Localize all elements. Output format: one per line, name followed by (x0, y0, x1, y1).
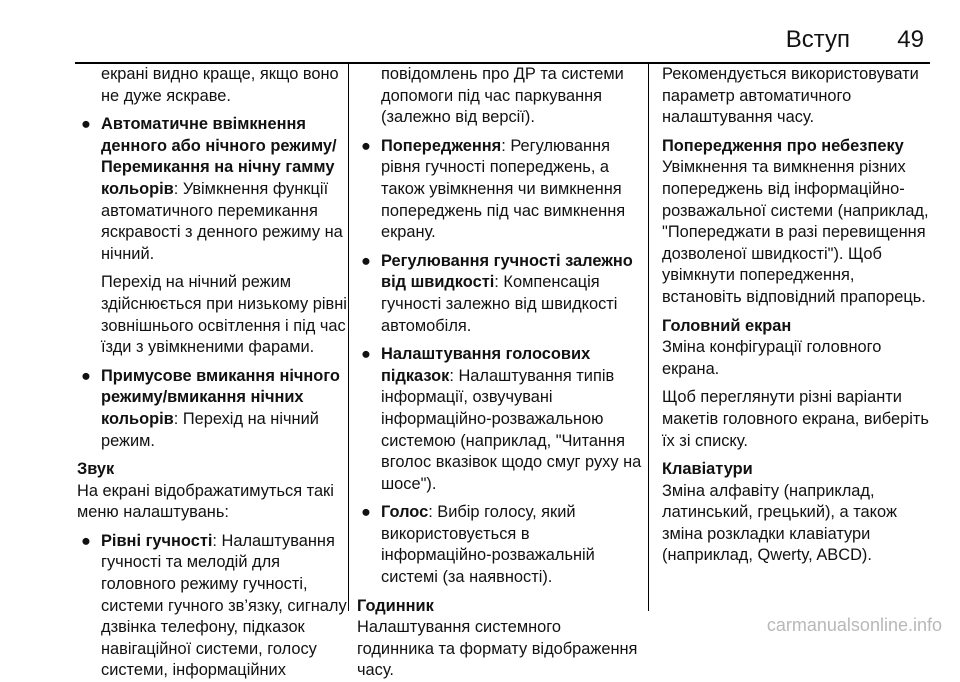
paragraph: екрані видно краще, якщо воно не дуже яскраве. (101, 65, 339, 105)
section-heading: Годинник (357, 596, 434, 615)
column-divider-1 (348, 64, 349, 611)
section-heading: Головний екран (662, 316, 792, 335)
bullet-icon: ● (361, 251, 371, 270)
paragraph: Налаштування системного годинника та формату відображення часу. (357, 618, 638, 680)
paragraph: Зміна алфавіту (наприклад, латинський, грецький), а також зміна розкладки клавіатури (наприклад, Qwerty, ABCD). (662, 481, 897, 565)
paragraph: Увімкнення та вимкнення різних попереджень від інформаційно-розважальної системи (наприклад, "Попереджати в разі перевищення дозволеної швидкості"). Щоб увімкнути попередження, встановіть відповідний прапорець. (662, 158, 929, 306)
paragraph: Щоб переглянути різні варіанти макетів головного екрана, виберіть їх зі списку. (662, 388, 929, 450)
paragraph: Рекомендується використовувати параметр автоматичного налаштування часу. (662, 65, 919, 127)
bullet-term: Попередження (381, 136, 502, 155)
bullet-icon: ● (81, 366, 91, 385)
bullet-term: Регулювання гучності залежно від швидкості (381, 251, 633, 292)
bullet-item (357, 136, 642, 244)
bullet-item (357, 502, 642, 588)
section-heading: Звук (77, 460, 115, 479)
paragraph: Зміна конфігурації головного екрана. (662, 338, 882, 378)
bullet-text: : Налаштування гучності та мелодій для головного режиму гучності, системи гучного зв’язку, сигналу дзвінка телефону, підказок навігаційної системи, голосу системи, інформаційних (101, 531, 347, 680)
bullet-item (77, 531, 347, 682)
section-heading: Клавіатури (662, 460, 753, 479)
bullet-term: Голос (381, 503, 429, 522)
section-title: Вступ (785, 26, 850, 53)
paragraph: повідомлень про ДР та системи допомоги під час паркування (залежно від версії). (381, 65, 624, 127)
bullet-text: : Увімкнення функції автоматичного перемикання яскравості з денного режиму на нічний. (101, 179, 343, 263)
bullet-icon: ● (81, 115, 91, 134)
paragraph: На екрані відображатимуться такі меню налаштувань: (77, 481, 334, 522)
section-heading: Попередження про небезпеку (662, 136, 904, 155)
bullet-item (77, 366, 347, 452)
watermark: carmanualsonline.info (766, 615, 942, 635)
bullet-text: : Вибір голосу, який використовується в інформаційно-розважальній системі (за наявності). (381, 503, 595, 587)
column-3 (662, 64, 934, 567)
paragraph: Перехід на нічний режим здійснюється при низькому рівні зовнішнього освітлення і під час їзди з увімкненими фарами. (101, 273, 347, 357)
bullet-term: Рівні гучності (101, 531, 213, 550)
column-1 (77, 64, 347, 682)
bullet-item (77, 114, 347, 265)
bullet-text: : Перехід на нічний режим. (101, 409, 319, 450)
bullet-term: Налаштування голосових підказок (381, 345, 591, 385)
page-number: 49 (897, 26, 924, 53)
page-header (0, 26, 960, 62)
bullet-item (357, 344, 642, 495)
bullet-text: : Налаштування типів інформації, озвучувані інформаційно-розважальною системою (наприклад, "Читання вголос вказівок щодо смуг руху на шосе"). (381, 366, 642, 493)
bullet-icon: ● (361, 345, 371, 364)
column-divider-2 (648, 64, 649, 611)
bullet-term: Примусове вмикання нічного режиму/вмикання нічних кольорів (101, 366, 340, 428)
column-2 (357, 64, 642, 682)
bullet-icon: ● (361, 136, 371, 155)
bullet-text: : Компенсація гучності залежно від швидкості автомобіля. (381, 273, 618, 335)
bullet-icon: ● (81, 531, 91, 550)
bullet-term: Автоматичне ввімкнення денного або нічного режиму/ Перемикання на нічну гамму кольорів (101, 115, 337, 198)
bullet-text: : Регулювання рівня гучності попереджень, а також увімкнення чи вимкнення попереджень під час вимкнення екрану. (381, 136, 626, 242)
bullet-item (357, 251, 642, 337)
bullet-icon: ● (361, 503, 371, 522)
